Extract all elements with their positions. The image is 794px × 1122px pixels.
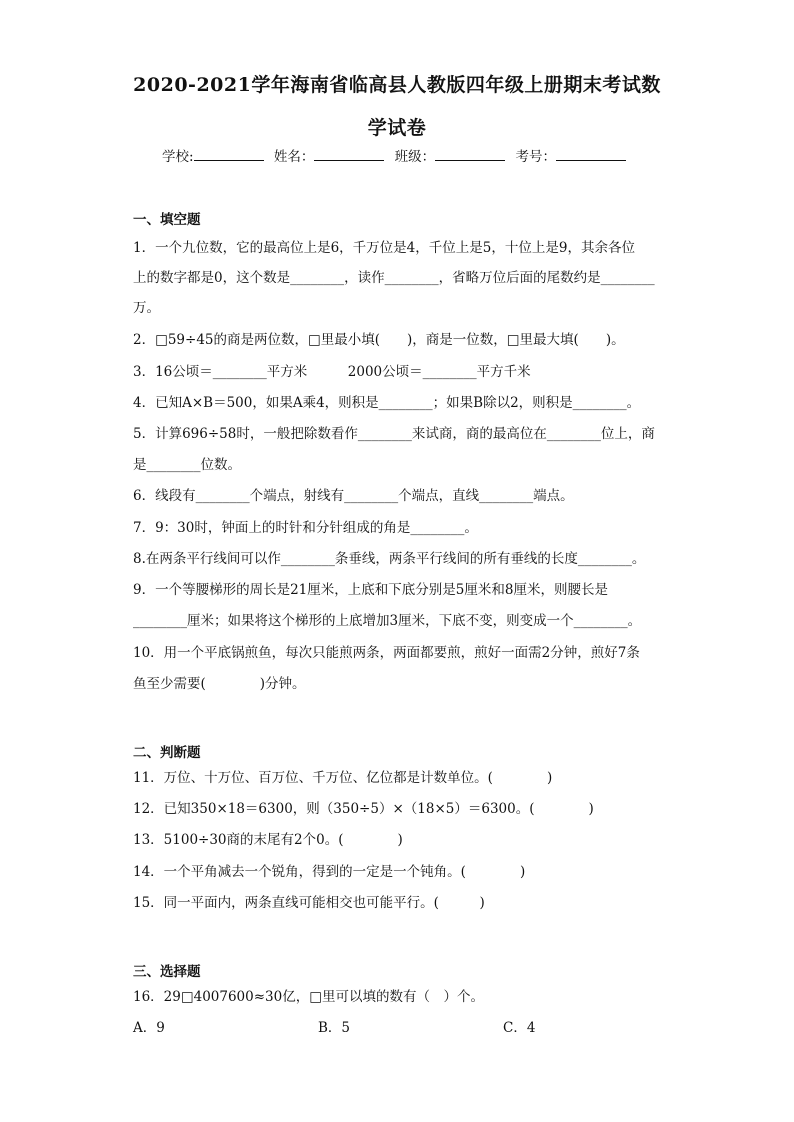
name-label: 姓名： bbox=[273, 149, 315, 165]
school-blank[interactable] bbox=[194, 148, 264, 161]
exam-number-label: 考号： bbox=[515, 149, 556, 165]
option-c[interactable]: C．4 bbox=[503, 1020, 536, 1036]
question-line: 3．16公顷＝________平方米 2000公顷＝________平方千米 bbox=[133, 364, 531, 380]
question-line: 上的数字都是0，这个数是________，读作________，省略万位后面的尾数约是________ bbox=[133, 270, 655, 286]
school-label: 学校: bbox=[162, 149, 194, 165]
class-blank[interactable] bbox=[435, 148, 505, 161]
section-multiple-choice: 三、选择题 bbox=[133, 964, 201, 980]
question-line: 1．一个九位数，它的最高位上是6，千万位是4，千位上是5，十位上是9，其余各位 bbox=[133, 240, 635, 256]
question-line: 15．同一平面内，两条直线可能相交也可能平行。( ) bbox=[133, 895, 485, 911]
question-line: 13．5100÷30商的末尾有2个0。( ) bbox=[133, 832, 403, 848]
question-line: 是________位数。 bbox=[133, 457, 241, 473]
student-info-row bbox=[0, 145, 794, 165]
question-line: 9．一个等腰梯形的周长是21厘米，上底和下底分别是5厘米和8厘米，则腰长是 bbox=[133, 582, 608, 598]
question-line: 11．万位、十万位、百万位、千万位、亿位都是计数单位。( ) bbox=[133, 770, 553, 786]
question-line: 14．一个平角减去一个锐角，得到的一定是一个钝角。( ) bbox=[133, 864, 526, 880]
name-blank[interactable] bbox=[314, 148, 384, 161]
question-line: 16．29□4007600≈30亿，□里可以填的数有（ ）个。 bbox=[133, 989, 484, 1005]
option-a[interactable]: A．9 bbox=[133, 1020, 165, 1036]
title-line-2: 学试卷 bbox=[367, 117, 427, 139]
question-line: 7．9：30时，钟面上的时针和分针组成的角是________。 bbox=[133, 520, 478, 536]
option-b[interactable]: B．5 bbox=[318, 1020, 351, 1036]
section-true-false: 二、判断题 bbox=[133, 745, 201, 761]
exam-number-blank[interactable] bbox=[556, 148, 626, 161]
question-line: 万。 bbox=[133, 300, 160, 316]
question-line: 鱼至少需要( )分钟。 bbox=[133, 676, 306, 692]
question-line: ________厘米；如果将这个梯形的上底增加3厘米，下底不变，则变成一个________。 bbox=[133, 613, 642, 629]
question-line: 6．线段有________个端点，射线有________个端点，直线________端点。 bbox=[133, 488, 574, 504]
question-line: 8.在两条平行线间可以作________条垂线，两条平行线间的所有垂线的长度________。 bbox=[133, 551, 646, 567]
question-line: 5．计算696÷58时，一般把除数看作________来试商，商的最高位在________位上，商 bbox=[133, 426, 655, 442]
question-line: 12．已知350×18＝6300，则（350÷5）×（18×5）＝6300。( ) bbox=[133, 801, 594, 817]
question-line: 2．□59÷45的商是两位数，□里最小填( )，商是一位数，□里最大填( )。 bbox=[133, 332, 625, 348]
class-label: 班级： bbox=[394, 149, 436, 165]
question-line: 4．已知A×B＝500，如果A乘4，则积是________；如果B除以2，则积是________。 bbox=[133, 395, 641, 411]
title-line-1: 2020-2021学年海南省临高县人教版四年级上册期末考试数 bbox=[133, 74, 661, 96]
section-fill-in: 一、填空题 bbox=[133, 212, 201, 228]
question-line: 10．用一个平底锅煎鱼，每次只能煎两条，两面都要煎，煎好一面需2分钟，煎好7条 bbox=[133, 645, 640, 661]
